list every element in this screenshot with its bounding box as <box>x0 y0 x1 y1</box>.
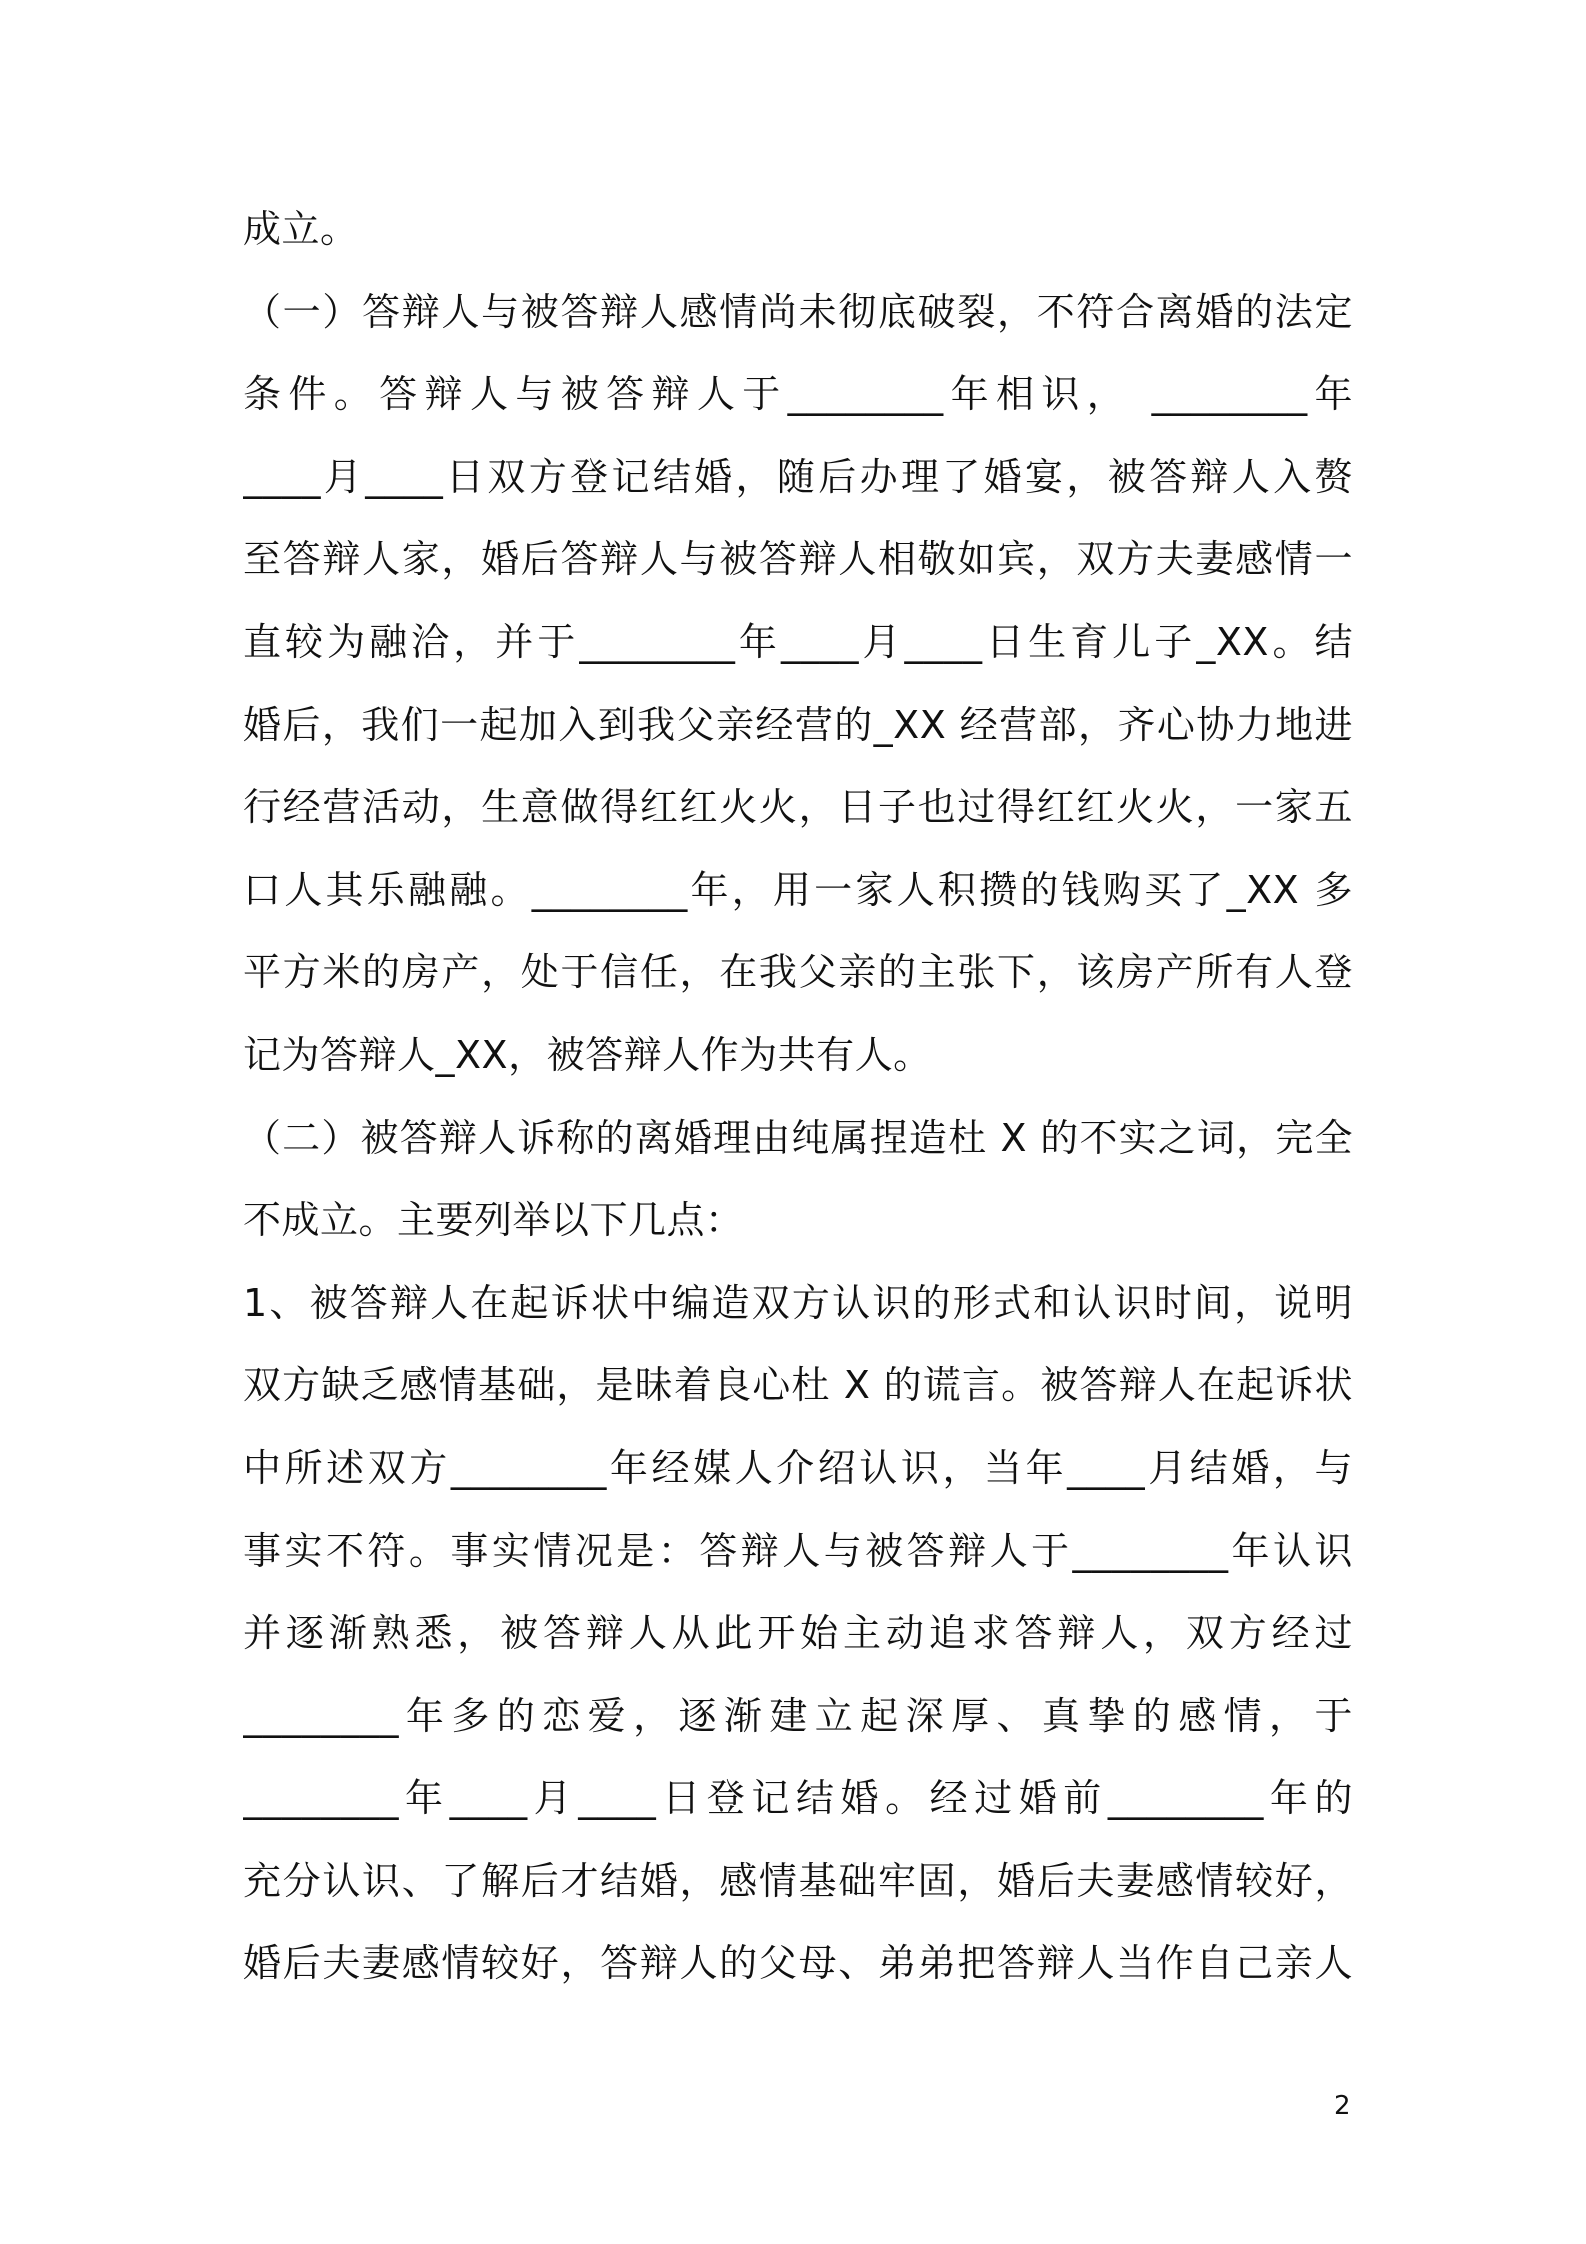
page-number: 2 <box>1334 2091 1351 2121</box>
text-line: 成立。 <box>243 207 359 251</box>
text-line: ________年多的恋爱，逐渐建立起深厚、真挚的感情，于 <box>243 1693 1353 1738</box>
text-line: 充分认识、了解后才结婚，感情基础牢固，婚后夫妻感情较好， <box>243 1858 1353 1903</box>
text-line: ____月____日双方登记结婚，随后办理了婚宴，被答辩人入赘 <box>243 454 1353 499</box>
text-line: （一）答辩人与被答辩人感情尚未彻底破裂，不符合离婚的法定 <box>243 289 1353 334</box>
text-line: 直较为融洽，并于________年____月____日生育儿子_XX。结 <box>243 619 1353 664</box>
text-line: 婚后，我们一起加入到我父亲经营的_XX 经营部，齐心协力地进 <box>243 702 1353 747</box>
text-line: 1、被答辩人在起诉状中编造双方认识的形式和认识时间，说明 <box>243 1280 1353 1325</box>
text-line: 记为答辩人_XX，被答辩人作为共有人。 <box>243 1032 932 1077</box>
text-line: （二）被答辩人诉称的离婚理由纯属捏造杜 X 的不实之词，完全 <box>243 1115 1353 1160</box>
body-text <box>243 188 1353 2005</box>
text-line: 行经营活动，生意做得红红火火，日子也过得红红火火，一家五 <box>243 785 1353 830</box>
text-line: 平方米的房产，处于信任，在我父亲的主张下，该房产所有人登 <box>243 950 1353 995</box>
text-line: 事实不符。事实情况是：答辩人与被答辩人于________年认识 <box>243 1528 1353 1573</box>
text-line: 条件。答辩人与被答辩人于________年相识， ________年 <box>243 372 1353 417</box>
text-line: 中所述双方________年经媒人介绍认识，当年____月结婚，与 <box>243 1445 1353 1490</box>
text-line: 口人其乐融融。________年，用一家人积攒的钱购买了_XX 多 <box>243 867 1353 912</box>
text-line: 不成立。主要列举以下几点： <box>243 1198 744 1243</box>
text-line: 双方缺乏感情基础，是昧着良心杜 X 的谎言。被答辩人在起诉状 <box>243 1363 1353 1408</box>
text-line: ________年____月____日登记结婚。经过婚前________年的 <box>243 1776 1353 1821</box>
text-line: 婚后夫妻感情较好，答辩人的父母、弟弟把答辩人当作自己亲人 <box>243 1941 1353 1986</box>
text-line: 至答辩人家，婚后答辩人与被答辩人相敬如宾，双方夫妻感情一 <box>243 537 1353 582</box>
text-line: 并逐渐熟悉，被答辩人从此开始主动追求答辩人，双方经过 <box>243 1611 1353 1656</box>
